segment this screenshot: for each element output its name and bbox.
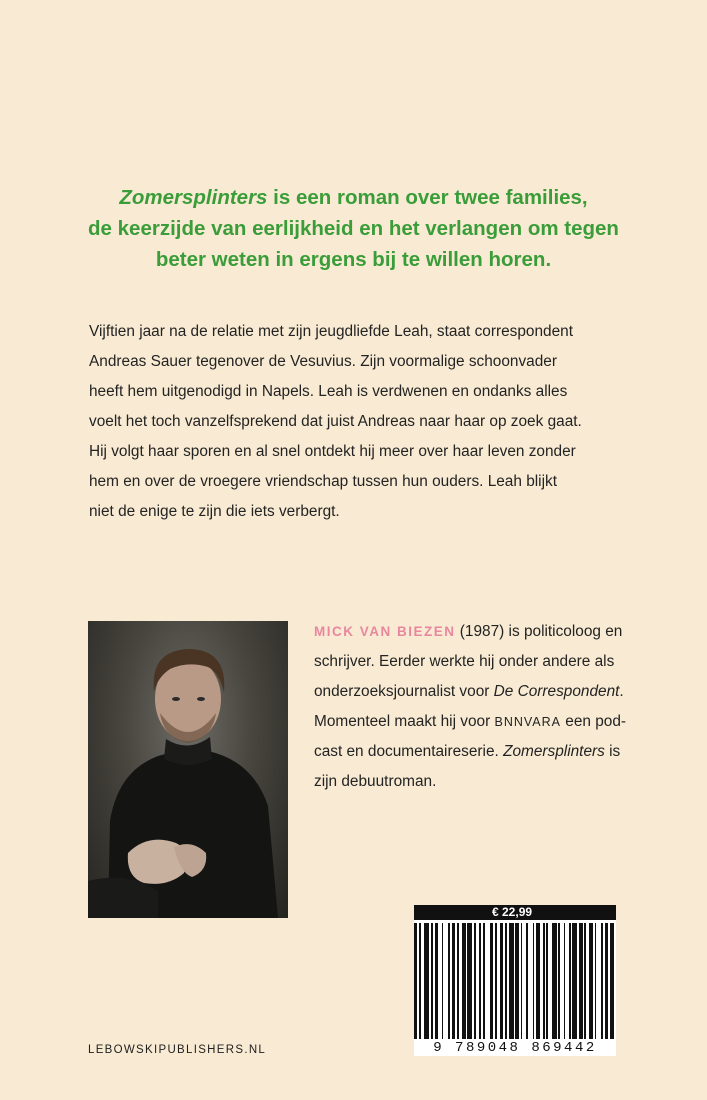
isbn-number: 9 789048 869442 [433, 1040, 597, 1056]
bio-line: schrijver. Eerder werkte hij onder andere als [314, 653, 615, 670]
bio-line [314, 677, 634, 707]
author-bio [314, 617, 634, 797]
bio-line-3-text: onderzoeksjournalist voor [314, 683, 494, 700]
barcode-bar [614, 923, 616, 1039]
isbn-barcode [414, 905, 616, 1056]
bio-line: zijn debuutroman. [314, 773, 437, 790]
bio-line-4-text: Momenteel maakt hij voor [314, 713, 495, 730]
tagline [40, 182, 667, 275]
author-photo [88, 621, 288, 918]
price-label: € 22,99 [414, 905, 616, 920]
broadcaster-name: BNNVARA [494, 715, 562, 729]
author-portrait-illustration [88, 621, 288, 918]
synopsis [89, 317, 629, 527]
synopsis-line: hem en over de vroegere vriendschap tussen hun ouders. Leah blijkt [89, 473, 557, 490]
synopsis-line: Hij volgt haar sporen en al snel ontdekt hij meer over haar leven zonder [89, 443, 576, 460]
bio-line-4-end: een pod- [561, 713, 627, 730]
author-name: MICK VAN BIEZEN [314, 624, 456, 639]
synopsis-line: voelt het toch vanzelfsprekend dat juist Andreas naar haar op zoek gaat. [89, 413, 582, 430]
tagline-line-1 [40, 182, 667, 213]
tagline-book-title: Zomersplinters [119, 186, 268, 209]
barcode-bars [414, 923, 616, 1039]
tagline-line-3: beter weten in ergens bij te willen horen. [155, 248, 552, 271]
bio-line [314, 617, 634, 647]
synopsis-line: Vijftien jaar na de relatie met zijn jeugdliefde Leah, staat correspondent [89, 323, 573, 340]
bio-line-1-text: (1987) is politicoloog en [455, 623, 623, 640]
publisher-website: LEBOWSKIPUBLISHERS.NL [88, 1044, 267, 1056]
tagline-line-2: de keerzijde van eerlijkheid en het verlangen om tegen [88, 217, 619, 240]
synopsis-line: Andreas Sauer tegenover de Vesuvius. Zijn voormalige schoonvader [89, 353, 557, 370]
synopsis-line: niet de enige te zijn die iets verbergt. [89, 503, 340, 520]
publication-name: De Correspondent [493, 683, 620, 700]
book-title-inline: Zomersplinters [503, 743, 605, 760]
bio-line-5-text: cast en documentaireserie. [314, 743, 504, 760]
bio-line [314, 737, 634, 767]
bio-line-3-end: . [619, 683, 624, 700]
synopsis-line: heeft hem uitgenodigd in Napels. Leah is verdwenen en ondanks alles [89, 383, 568, 400]
bio-line-5-end: is [604, 743, 621, 760]
tagline-line-1-text: is een roman over twee families, [267, 186, 588, 209]
bio-line [314, 707, 634, 737]
